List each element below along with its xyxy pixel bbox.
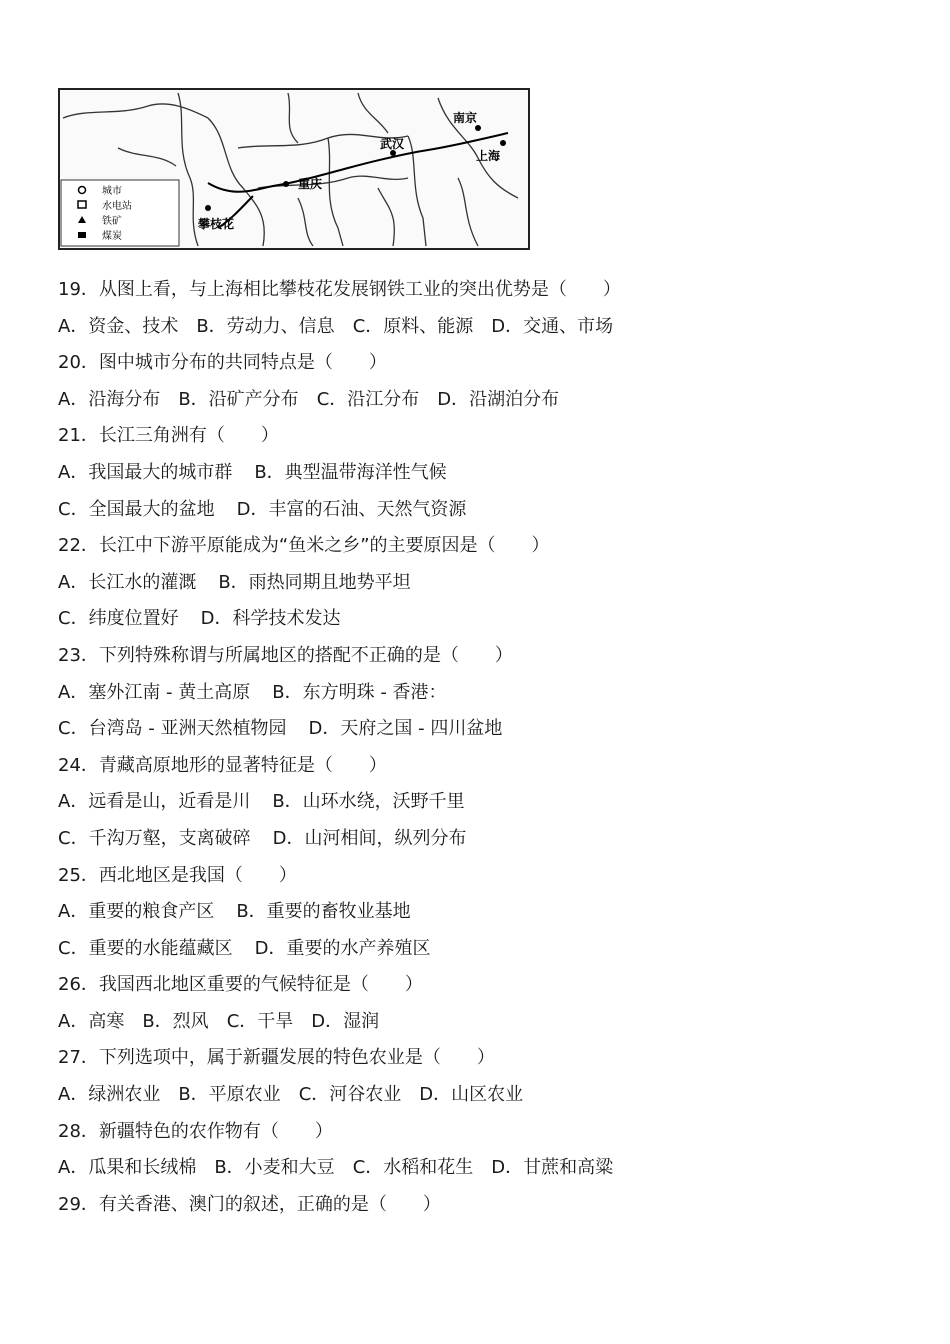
q24-option-d[interactable]: D．山河相间，纵列分布 (272, 827, 467, 849)
q19-option-d[interactable]: D．交通、市场 (491, 315, 614, 337)
q28-option-d[interactable]: D．甘蔗和高粱 (491, 1157, 614, 1179)
q21-option-d[interactable]: D．丰富的石油、天然气资源 (236, 498, 467, 520)
q22-option-b[interactable]: B．雨热同期且地势平坦 (218, 571, 411, 593)
q25-option-b[interactable]: B．重要的畜牧业基地 (236, 901, 411, 923)
q23-options-row (58, 711, 918, 748)
q23-option-a[interactable]: A．塞外江南 - 黄土高原 (58, 681, 251, 703)
q28-option-b[interactable]: B．小麦和大豆 (214, 1157, 335, 1179)
q21-option-b[interactable]: B．典型温带海洋性气候 (254, 461, 447, 483)
q25-option-a[interactable]: A．重要的粮食产区 (58, 901, 215, 923)
legend-iron: 铁矿 (102, 216, 122, 227)
q26-stem: 26．我国西北地区重要的气候特征是（ ） (58, 974, 423, 996)
question-list (58, 272, 918, 1223)
legend-hydropower: 水电站 (102, 201, 132, 212)
q23-stem: 23．下列特殊称谓与所属地区的搭配不正确的是（ ） (58, 644, 513, 666)
q26-option-c[interactable]: C．干旱 (226, 1010, 294, 1032)
city-nanjing: 南京 (453, 111, 478, 125)
q22-option-c[interactable]: C．纬度位置好 (58, 608, 179, 630)
q22-options-row (58, 601, 918, 638)
city-panzhihua: 攀枝花 (198, 217, 235, 231)
q24-option-c[interactable]: C．千沟万壑，支离破碎 (58, 827, 251, 849)
q22-options-row (58, 565, 918, 602)
q19-option-b[interactable]: B．劳动力、信息 (196, 315, 335, 337)
q23-option-d[interactable]: D．天府之国 - 四川盆地 (308, 718, 503, 740)
q24-stem: 24．青藏高原地形的显著特征是（ ） (58, 754, 387, 776)
city-shanghai: 上海 (476, 149, 501, 163)
q20-option-c[interactable]: C．沿江分布 (316, 388, 420, 410)
q20-stem: 20．图中城市分布的共同特点是（ ） (58, 352, 387, 374)
q29-stem: 29．有关香港、澳门的叙述，正确的是（ ） (58, 1193, 441, 1215)
legend-coal: 煤炭 (102, 231, 122, 242)
q20-option-b[interactable]: B．沿矿产分布 (178, 388, 299, 410)
q27-option-c[interactable]: C．河谷农业 (298, 1084, 402, 1106)
q27-option-d[interactable]: D．山区农业 (419, 1084, 524, 1106)
q25-options-row (58, 931, 918, 968)
q27-options-row (58, 1077, 918, 1114)
q25-option-d[interactable]: D．重要的水产养殖区 (254, 937, 431, 959)
q19-option-a[interactable]: A．资金、技术 (58, 315, 179, 337)
q20-options-row (58, 382, 918, 419)
q21-stem: 21．长江三角洲有（ ） (58, 425, 279, 447)
q22-stem: 22．长江中下游平原能成为“鱼米之乡”的主要原因是（ ） (58, 535, 550, 557)
q21-options-row (58, 455, 918, 492)
legend-city: 城市 (102, 186, 122, 197)
q26-option-b[interactable]: B．烈风 (142, 1010, 209, 1032)
q20-option-d[interactable]: D．沿湖泊分布 (437, 388, 560, 410)
q25-stem: 25．西北地区是我国（ ） (58, 864, 297, 886)
q21-options-row (58, 492, 918, 529)
city-chongqing: 重庆 (298, 177, 323, 191)
q26-options-row (58, 1004, 918, 1041)
q23-option-c[interactable]: C．台湾岛 - 亚洲天然植物园 (58, 718, 287, 740)
q23-options-row (58, 675, 918, 712)
city-wuhan: 武汉 (380, 137, 405, 151)
q28-option-c[interactable]: C．水稻和花生 (352, 1157, 474, 1179)
q22-option-d[interactable]: D．科学技术发达 (200, 608, 341, 630)
q23-option-b[interactable]: B．东方明珠 - 香港： (272, 681, 447, 703)
q27-option-b[interactable]: B．平原农业 (178, 1084, 281, 1106)
q22-option-a[interactable]: A．长江水的灌溉 (58, 571, 197, 593)
q21-option-a[interactable]: A．我国最大的城市群 (58, 461, 233, 483)
q27-stem: 27．下列选项中，属于新疆发展的特色农业是（ ） (58, 1047, 495, 1069)
q28-options-row (58, 1150, 918, 1187)
q19-options-row (58, 309, 918, 346)
q21-option-c[interactable]: C．全国最大的盆地 (58, 498, 215, 520)
q19-option-c[interactable]: C．原料、能源 (352, 315, 474, 337)
q24-option-b[interactable]: B．山环水绕，沃野千里 (272, 791, 465, 813)
q24-options-row (58, 821, 918, 858)
q28-stem: 28．新疆特色的农作物有（ ） (58, 1120, 333, 1142)
q25-option-c[interactable]: C．重要的水能蕴藏区 (58, 937, 233, 959)
q24-options-row (58, 784, 918, 821)
q26-option-a[interactable]: A．高寒 (58, 1010, 125, 1032)
q28-option-a[interactable]: A．瓜果和长绒棉 (58, 1157, 197, 1179)
q24-option-a[interactable]: A．远看是山，近看是川 (58, 791, 251, 813)
q19-stem: 19．从图上看，与上海相比攀枝花发展钢铁工业的突出优势是（ ） (58, 279, 621, 300)
q27-option-a[interactable]: A．绿洲农业 (58, 1084, 161, 1106)
q26-option-d[interactable]: D．湿润 (311, 1010, 380, 1032)
q20-option-a[interactable]: A．沿海分布 (58, 388, 161, 410)
map-figure (58, 88, 530, 250)
q25-options-row (58, 894, 918, 931)
